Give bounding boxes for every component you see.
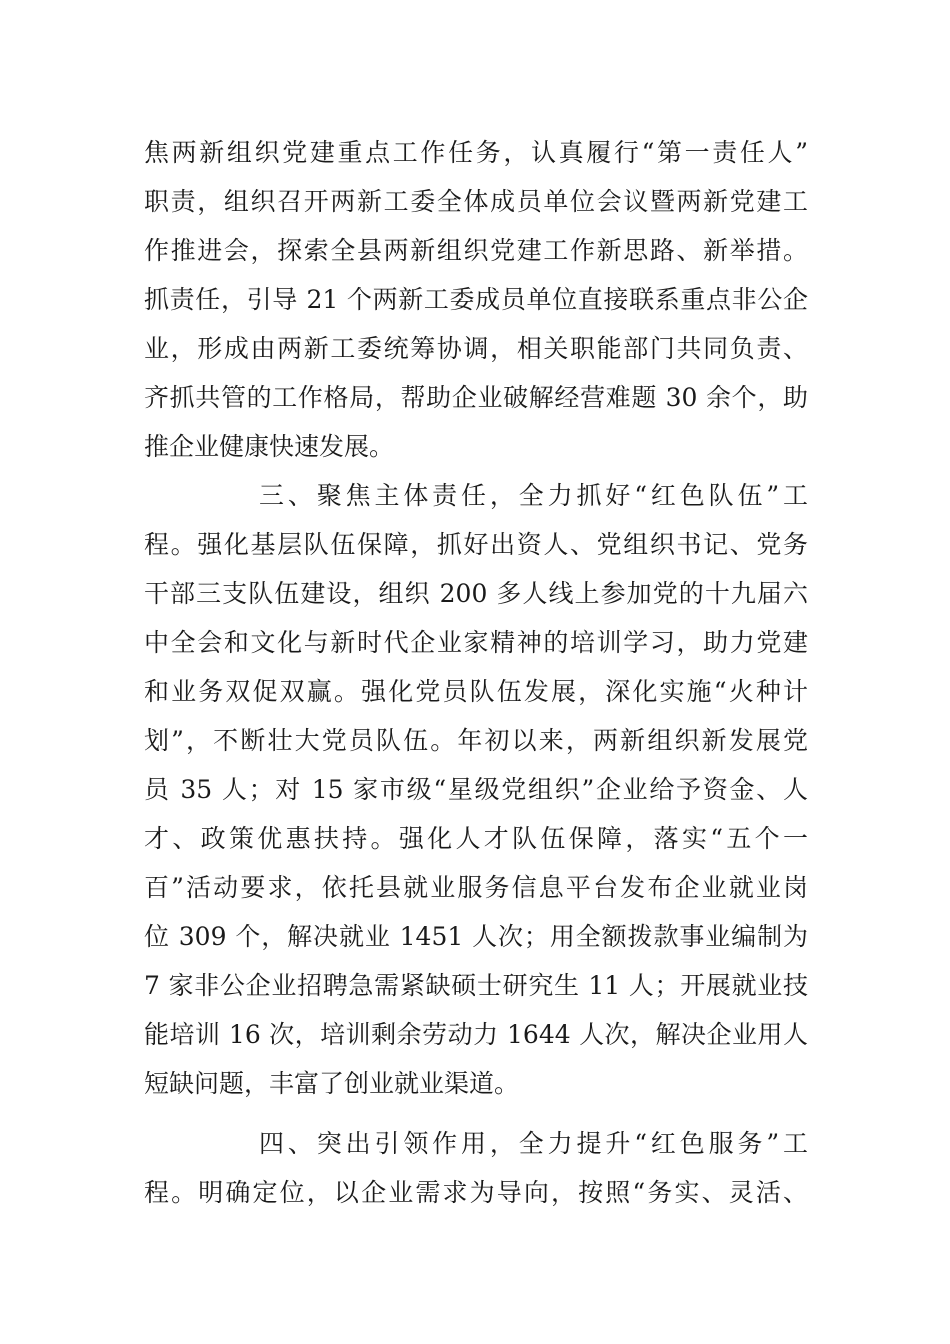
text-line: 划”，不断壮大党员队伍。年初以来，两新组织新发展党 <box>144 726 808 755</box>
text-line: 短缺问题，丰富了创业就业渠道。 <box>144 1069 520 1098</box>
text-line: 齐抓共管的工作格局，帮助企业破解经营难题 30 余个，助 <box>144 383 808 412</box>
text-line: 员 35 人；对 15 家市级“星级党组织”企业给予资金、人 <box>144 775 808 804</box>
text-line: 和业务双促双赢。强化党员队伍发展，深化实施“火种计 <box>144 677 808 706</box>
text-line: 中全会和文化与新时代企业家精神的培训学习，助力党建 <box>144 628 808 657</box>
section-heading-line: 四、突出引领作用，全力提升“红色服务”工 <box>259 1129 808 1158</box>
text-line: 干部三支队伍建设，组织 200 多人线上参加党的十九届六 <box>144 579 808 608</box>
text-line: 焦两新组织党建重点工作任务，认真履行“第一责任人” <box>144 138 808 167</box>
text-line: 职责，组织召开两新工委全体成员单位会议暨两新党建工 <box>144 187 808 216</box>
text-line: 百”活动要求，依托县就业服务信息平台发布企业就业岗 <box>144 873 808 902</box>
section-heading-line: 三、聚焦主体责任，全力抓好“红色队伍”工 <box>259 481 808 510</box>
text-line: 7 家非公企业招聘急需紧缺硕士研究生 11 人；开展就业技 <box>144 971 808 1000</box>
text-line: 位 309 个，解决就业 1451 人次；用全额拨款事业编制为 <box>144 922 808 951</box>
text-line: 程。强化基层队伍保障，抓好出资人、党组织书记、党务 <box>144 530 808 559</box>
text-line: 抓责任，引导 21 个两新工委成员单位直接联系重点非公企 <box>144 285 808 314</box>
text-line: 才、政策优惠扶持。强化人才队伍保障，落实“五个一 <box>144 824 808 853</box>
text-line: 业，形成由两新工委统筹协调，相关职能部门共同负责、 <box>144 334 808 363</box>
text-line: 能培训 16 次，培训剩余劳动力 1644 人次，解决企业用人 <box>144 1020 808 1049</box>
text-line: 推企业健康快速发展。 <box>144 432 395 461</box>
text-line: 程。明确定位，以企业需求为导向，按照“务实、灵活、 <box>144 1178 808 1207</box>
text-line: 作推进会，探索全县两新组织党建工作新思路、新举措。 <box>144 236 808 265</box>
